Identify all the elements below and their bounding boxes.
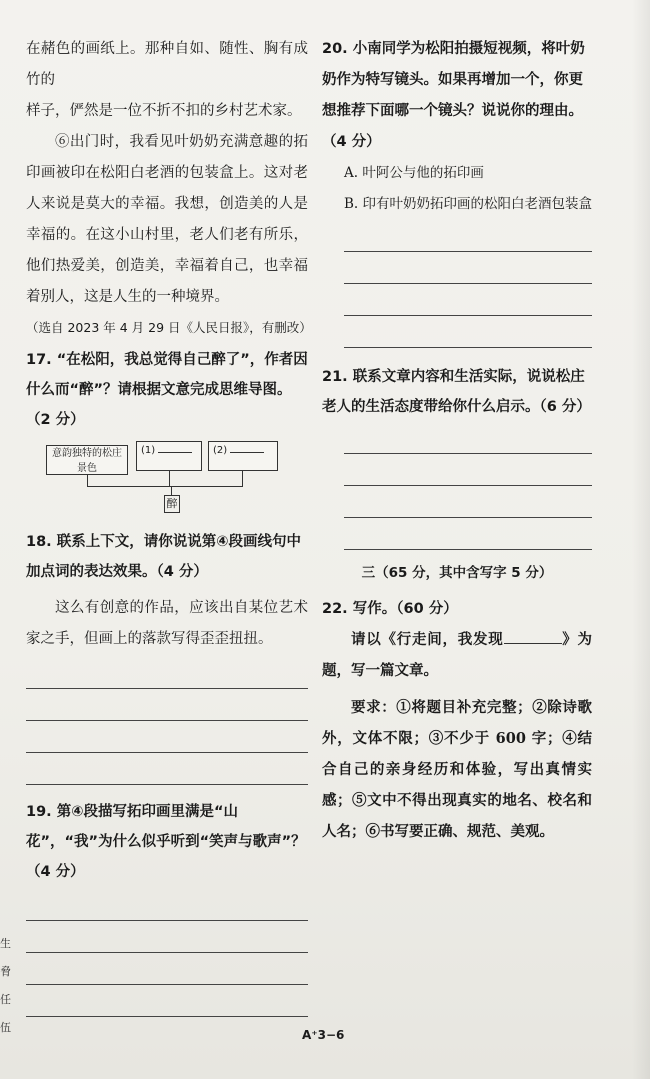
answer-line[interactable] [344,220,592,252]
answer-blank[interactable] [158,442,192,453]
passage-source: （选自 2023 年 4 月 29 日《人民日报》，有删改） [26,320,312,335]
connector-line [169,471,170,486]
page-edge-shadow [632,0,650,1079]
passage-line: 样子，俨然是一位不折不扣的乡村艺术家。 [26,103,302,119]
answer-line[interactable] [344,454,592,486]
question-20 [322,34,592,158]
left-column [26,34,312,1017]
answer-line[interactable] [344,518,592,550]
answer-line[interactable] [344,252,592,284]
option-a[interactable]: A. 叶阿公与他的拓印画 [344,165,484,181]
mind-map-blank-1[interactable] [136,441,202,471]
question-21 [322,362,592,422]
question-number: 17. [26,352,52,368]
answer-blank[interactable] [230,442,264,453]
answer-line[interactable] [26,657,308,689]
answer-line[interactable] [344,486,592,518]
mind-map [32,445,294,517]
blank-label: (1) [141,445,156,456]
answer-line[interactable] [26,689,308,721]
connector-line [171,486,172,495]
mind-map-blank-2[interactable] [208,441,278,471]
answer-lines-21 [344,422,592,550]
answer-lines-20 [344,220,592,348]
question-18-quote: 这么有创意的作品，应该出自某位艺术家之手，但画上的落款写得歪歪扭扭。 [26,600,308,647]
question-22 [322,594,592,624]
question-17 [26,345,308,435]
question-number: 18. [26,534,52,550]
question-number: 22. [322,601,348,617]
option-b[interactable]: B. 印有叶奶奶拓印画的松阳白老酒包装盒 [344,196,593,212]
page-footer: A⁺3−6 [302,1028,345,1042]
connector-line [87,486,243,487]
question-number: 20. [322,41,348,57]
question-number: 19. [26,804,52,820]
question-text: 写作。（60 分） [352,601,458,617]
answer-lines-18 [26,657,308,785]
question-18 [26,527,308,587]
passage-line: 在赭色的画纸上。那种自如、随性、胸有成竹的 [26,41,308,88]
margin-char: 伍 [0,1021,11,1034]
answer-line[interactable] [26,721,308,753]
answer-line[interactable] [26,753,308,785]
margin-characters [0,930,16,1042]
mind-map-center: 醉 [164,495,180,513]
mind-map-box-text: 意韵独特的松庄景色 [52,448,122,474]
question-text: “在松阳，我总觉得自己醉了”，作者因什么而“醉”？请根据文意完成思维导图。（2 分） [26,352,308,428]
margin-char: 生 [0,937,11,950]
passage-paragraph-6: ⑥出门时，我看见叶奶奶充满意趣的拓印画被印在松阳白老酒的包装盒上。这对老人来说是莫大的幸福。我想，创造美的人是幸福的。在这小山村里，老人们老有所乐，他们热爱美，创造美，幸福着自己，也幸福着别人，这是人生的一种境界。 [26,134,308,305]
bleed-through-text [110,880,570,1000]
margin-char: 脅 [0,965,11,978]
question-text: 联系上下文，请你说说第④段画线句中加点词的表达效果。（4 分） [26,534,302,580]
question-text: 第④段描写拓印画里满是“山花”，“我”为什么似乎听到“笑声与歌声”？（4 分） [26,804,306,880]
title-blank[interactable] [504,629,562,644]
writing-prompt [322,624,592,686]
prompt-text: 请以《行走间，我发现 [351,631,504,648]
connector-line [87,475,88,486]
mind-map-box [46,445,128,475]
right-column [322,34,592,847]
margin-char: 任 [0,993,11,1006]
question-19 [26,797,308,887]
blank-label: (2) [213,445,228,456]
answer-line[interactable] [344,316,592,348]
answer-line[interactable] [344,284,592,316]
question-text: 联系文章内容和生活实际，说说松庄老人的生活态度带给你什么启示。（6 分） [322,369,591,415]
question-number: 21. [322,369,348,385]
answer-line[interactable] [344,422,592,454]
writing-requirements: 要求：①将题目补充完整；②除诗歌外，文体不限；③不少于 600 字；④结合自己的亲身经历和体验，写出真情实感；⑤文中不得出现真实的地名、校名和人名；⑥书写要正确、规范、美观。 [322,699,592,840]
connector-line [242,471,243,486]
question-text: 小南同学为松阳拍摄短视频，将叶奶奶作为特写镜头。如果再增加一个，你更想推荐下面哪一个镜头？说说你的理由。（4 分） [322,41,585,150]
prompt-text: 》为题，写一篇文章。 [322,631,592,679]
section-3-heading: 三（65 分，其中含写字 5 分） [361,565,553,581]
